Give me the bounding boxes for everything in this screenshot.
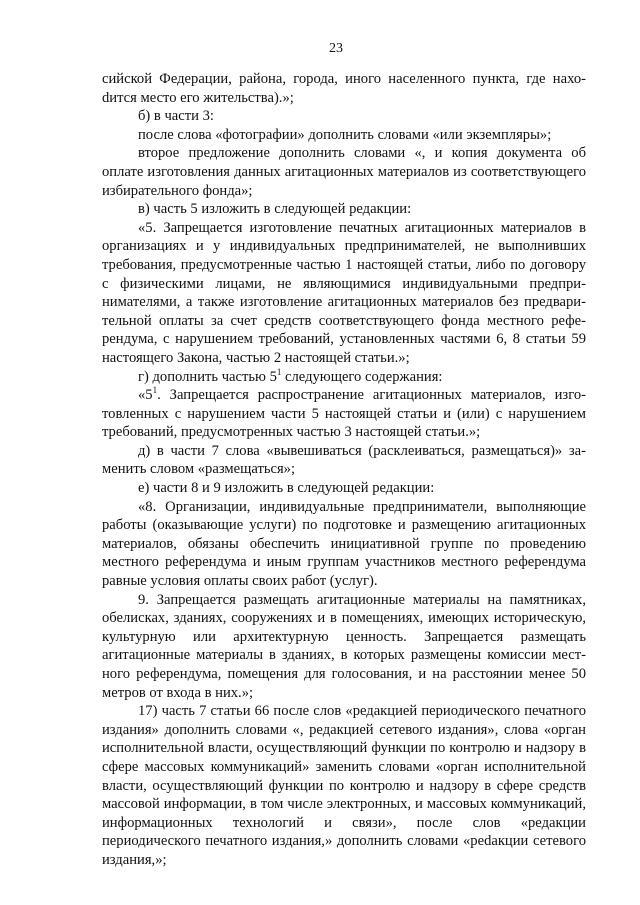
- superscript: 1: [152, 385, 158, 396]
- paragraph: «8. Организации, индивидуальные предприниматели, выполняющие работы (оказывающие услуги) по подготовке и размещению агитационных материалов, обязаны обеспечить инициативной группе по проведению местного референдума и иным группам участников местного референдума равные условия оплаты своих работ (услуг).: [102, 498, 586, 590]
- paragraph: е) части 8 и 9 изложить в следующей редакции:: [138, 480, 435, 497]
- paragraph-text: г) дополнить частью 5: [138, 368, 277, 385]
- document-body: [102, 70, 586, 870]
- paragraph: «5. Запрещается изготовление печатных агитационных материалов в организациях и у индивидуальных предпринимателей, не выполнивших требования, предусмотренные частью 1 настоящей статьи, либо по договору с физическими лицами, не являющимися индивидуальными предпринимателями, а также изготовление агитационных материалов без предварительной оплаты за счет средств соответствующего фонда местного референдума, с нарушением требований, установленных частями 6, 8 статьи 59 настоящего Закона, частью 2 настоящей статьи.»;: [102, 219, 586, 366]
- paragraph-text: . Запрещается распространение агитационных материалов, изготовленных с нарушением части 5 настоящей статьи и (или) с нарушением требований, предусмотренных частью 3 настоящей статьи.»;: [102, 387, 586, 441]
- paragraph-text: следующего содержания:: [281, 368, 443, 385]
- paragraph: б) в части 3:: [138, 108, 214, 125]
- paragraph: в) часть 5 изложить в следующей редакции:: [138, 201, 412, 218]
- paragraph: после слова «фотографии» дополнить словами «или экземпляры»;: [138, 126, 552, 143]
- page-number: 23: [329, 41, 343, 56]
- paragraph: второе предложение дополнить словами «, и копия документа об оплате изготовления данных агитационных материалов из соответствующего избирательного фонда»;: [102, 145, 586, 199]
- paragraph: 9. Запрещается размещать агитационные материалы на памятниках, обелисках, зданиях, сооружениях и в помещениях, имеющих историческую, культурную или архитектурную ценность. Запрещается размещать агитационные материалы в зданиях, в которых размещены комиссии местного референдума, помещения для голосования, и на расстоянии менее 50 метров от входа в них.»;: [102, 591, 586, 701]
- superscript: 1: [276, 366, 282, 377]
- paragraph: [102, 386, 586, 442]
- paragraph: сийской Федерации, района, города, иного населенного пункта, где нахоdится место его жительства).»;: [102, 71, 586, 106]
- paragraph: д) в части 7 слова «вывешиваться (расклеиваться, размещаться)» заменить словом «размещаться»;: [102, 442, 586, 478]
- paragraph: 17) часть 7 статьи 66 после слов «редакцией периодического печатного издания» дополнить словами «, редакцией сетевого издания», слова «орган исполнительной власти, осуществляющий функции по контролю и надзору в сфере массовых коммуникаций» заменить словами «орган исполнительной власти, осуществляющий функции по контролю и надзору в сфере средств массовой информации, в том числе электронных, и массовых коммуникаций, информационных технологий и связи», после слов «редакции периодического печатного издания,» дополнить словами «реdакции сетевого издания,»;: [102, 703, 586, 868]
- paragraph: [102, 368, 586, 387]
- paragraph-text: «5: [138, 387, 153, 404]
